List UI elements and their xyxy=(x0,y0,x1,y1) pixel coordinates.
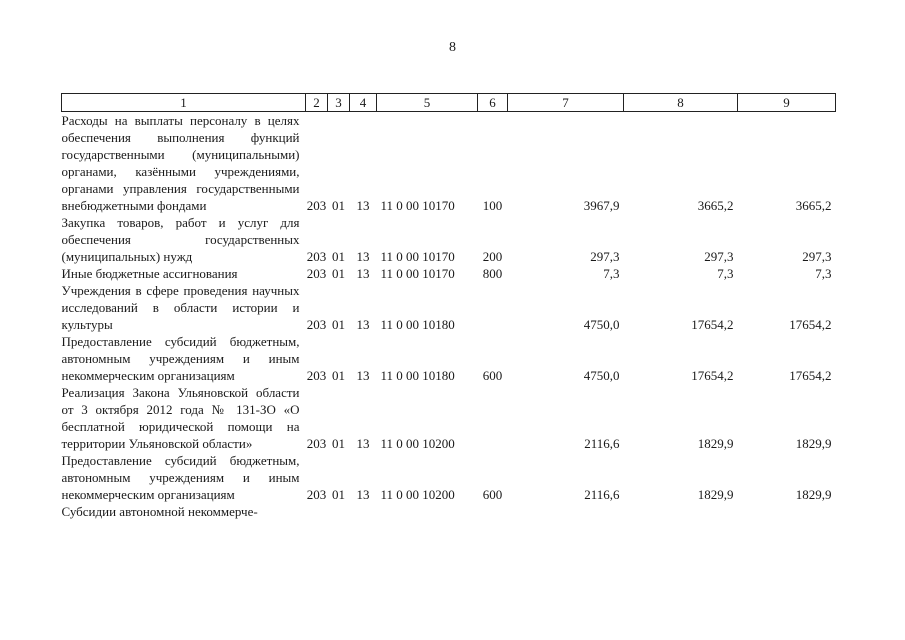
row-code-2: 203 xyxy=(306,317,327,332)
row-name: Закупка товаров, работ и услуг для обеспечения государственных (муниципальных) нужд xyxy=(61,215,300,264)
row-amount-9: 1829,9 xyxy=(795,436,832,451)
row-name: Предоставление субсидий бюджетным, автономным учреждениям и иным некоммерческим организациям xyxy=(61,334,300,383)
row-code-5: 11 0 00 10170 xyxy=(380,266,455,281)
header-col-5: 5 xyxy=(377,94,478,112)
row-amount-8: 17654,2 xyxy=(691,317,734,332)
row-code-4: 13 xyxy=(356,266,370,281)
table-row xyxy=(62,282,836,333)
row-name: Субсидии автономной некоммерче- xyxy=(61,504,258,519)
row-code-4: 13 xyxy=(356,198,370,213)
row-code-5 xyxy=(377,503,478,520)
header-col-9: 9 xyxy=(738,94,836,112)
header-col-1: 1 xyxy=(62,94,306,112)
row-amount-7: 7,3 xyxy=(603,266,620,281)
row-code-3 xyxy=(328,503,350,520)
row-amount-9: 17654,2 xyxy=(789,368,832,383)
header-col-6: 6 xyxy=(478,94,508,112)
row-amount-8: 297,3 xyxy=(704,249,734,264)
row-code-6 xyxy=(478,282,508,333)
row-code-4: 13 xyxy=(356,436,370,451)
page-number: 8 xyxy=(449,40,456,55)
row-code-3: 01 xyxy=(332,249,345,264)
row-code-3: 01 xyxy=(332,436,345,451)
row-code-2: 203 xyxy=(306,266,327,281)
row-code-3: 01 xyxy=(332,198,345,213)
row-code-3: 01 xyxy=(332,368,345,383)
header-row xyxy=(62,94,836,112)
row-amount-9: 3665,2 xyxy=(795,198,832,213)
row-name: Предоставление субсидий бюджетным, автономным учреждениям и иным некоммерческим организациям xyxy=(61,453,300,502)
row-code-5: 11 0 00 10180 xyxy=(380,368,455,383)
header-col-2: 2 xyxy=(306,94,328,112)
header-col-7: 7 xyxy=(508,94,624,112)
row-amount-8: 17654,2 xyxy=(691,368,734,383)
row-amount-9 xyxy=(738,503,836,520)
row-amount-7: 2116,6 xyxy=(584,436,620,451)
row-code-4: 13 xyxy=(356,368,370,383)
table-row xyxy=(62,452,836,503)
table-row xyxy=(62,214,836,265)
row-code-4: 13 xyxy=(356,249,370,264)
header-col-3: 3 xyxy=(328,94,350,112)
table-row xyxy=(62,503,836,520)
table-row xyxy=(62,333,836,384)
row-code-6 xyxy=(478,503,508,520)
row-amount-8 xyxy=(624,503,738,520)
row-code-6 xyxy=(478,384,508,452)
budget-table xyxy=(61,93,836,520)
row-amount-7: 297,3 xyxy=(590,249,620,264)
row-amount-9: 297,3 xyxy=(802,249,832,264)
row-code-5: 11 0 00 10170 xyxy=(380,198,455,213)
row-code-6: 100 xyxy=(482,198,503,213)
row-amount-8: 7,3 xyxy=(717,266,734,281)
row-code-6: 600 xyxy=(482,368,503,383)
row-amount-7: 3967,9 xyxy=(583,198,620,213)
row-code-6: 600 xyxy=(482,487,503,502)
row-amount-9: 17654,2 xyxy=(789,317,832,332)
row-name: Расходы на выплаты персоналу в целях обеспечения выполнения функций государственными (муниципальными) органами, казёнными учреждениями, органами управления государственными внебюджетными фондами xyxy=(61,113,300,213)
header-col-4: 4 xyxy=(350,94,377,112)
row-amount-7 xyxy=(508,503,624,520)
row-amount-8: 1829,9 xyxy=(697,436,734,451)
row-code-5: 11 0 00 10180 xyxy=(380,317,455,332)
table-row xyxy=(62,265,836,282)
row-code-6: 800 xyxy=(482,266,503,281)
row-code-5: 11 0 00 10170 xyxy=(380,249,455,264)
row-code-3: 01 xyxy=(332,487,345,502)
row-name: Учреждения в сфере проведения научных исследований в области истории и культуры xyxy=(61,283,300,332)
row-code-2 xyxy=(306,503,328,520)
table-row xyxy=(62,112,836,215)
row-code-2: 203 xyxy=(306,487,327,502)
row-code-2: 203 xyxy=(306,368,327,383)
row-code-3: 01 xyxy=(332,266,345,281)
row-name: Иные бюджетные ассигнования xyxy=(61,266,238,281)
row-amount-7: 2116,6 xyxy=(584,487,620,502)
row-amount-8: 3665,2 xyxy=(697,198,734,213)
row-code-5: 11 0 00 10200 xyxy=(380,487,455,502)
row-name: Реализация Закона Ульяновской области от 3 октября 2012 года № 131-ЗО «О бесплатной юридической помощи на территории Ульяновской области» xyxy=(61,385,300,451)
row-amount-9: 1829,9 xyxy=(795,487,832,502)
row-code-5: 11 0 00 10200 xyxy=(380,436,455,451)
row-code-4 xyxy=(350,503,377,520)
row-code-2: 203 xyxy=(306,436,327,451)
row-amount-7: 4750,0 xyxy=(583,317,620,332)
header-col-8: 8 xyxy=(624,94,738,112)
row-code-3: 01 xyxy=(332,317,345,332)
row-code-2: 203 xyxy=(306,198,327,213)
row-code-4: 13 xyxy=(356,317,370,332)
table-row xyxy=(62,384,836,452)
row-amount-8: 1829,9 xyxy=(697,487,734,502)
row-code-2: 203 xyxy=(306,249,327,264)
row-amount-7: 4750,0 xyxy=(583,368,620,383)
row-code-4: 13 xyxy=(356,487,370,502)
row-code-6: 200 xyxy=(482,249,503,264)
row-amount-9: 7,3 xyxy=(815,266,832,281)
